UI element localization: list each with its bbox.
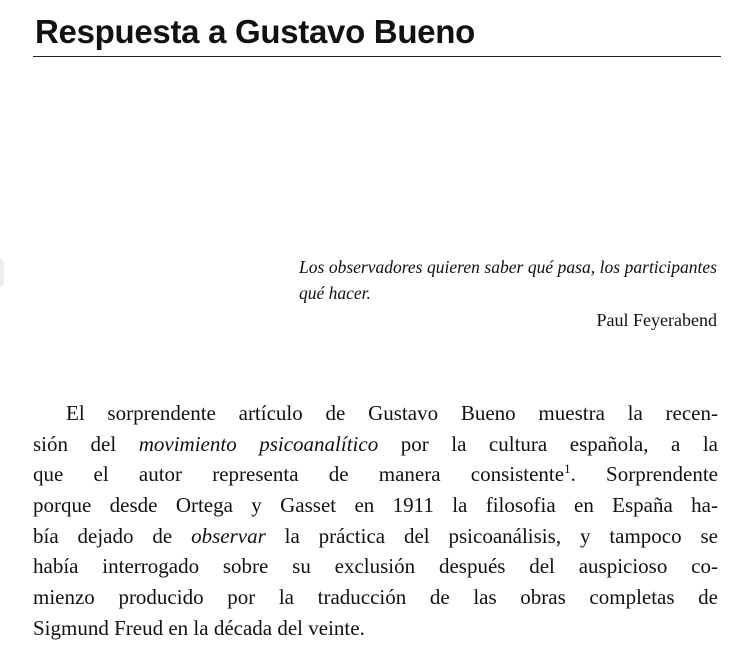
paragraph-line: bía dejado de observar la práctica del psicoanálisis, y tampoco se (33, 523, 718, 548)
paragraph-line: Sigmund Freud en la década del veinte. (33, 615, 365, 640)
emphasis-text: movimiento psicoanalítico (138, 431, 379, 456)
epigraph-author: Paul Feyerabend (596, 310, 717, 330)
footnote-reference[interactable]: 1 (564, 461, 571, 477)
paragraph-line: porque desde Ortega y Gasset en 1911 la filosofia en España ha- (33, 493, 718, 518)
paragraph-line: que el autor representa de manera consistente$^1$. Sorprendente (33, 461, 718, 487)
paragraph-line: sión del movimiento psicoanalítico por la cultura española, a la (33, 431, 719, 456)
body-paragraph (33, 398, 718, 644)
page-edge-mark (0, 258, 4, 288)
paragraph-line: El sorprendente artículo de Gustavo Bueno muestra la recen- (66, 401, 718, 425)
paragraph-line: había interrogado sobre su exclusión después del auspicioso co- (33, 554, 718, 579)
title-rule (33, 56, 721, 57)
paragraph-line: mienzo producido por la traducción de las obras completas de (33, 585, 718, 610)
epigraph-quote: Los observadores quieren saber qué pasa, los participantes qué hacer. (299, 257, 717, 303)
epigraph (299, 254, 717, 332)
emphasis-text: observar (191, 523, 266, 548)
page-title: Respuesta a Gustavo Bueno (35, 13, 475, 50)
